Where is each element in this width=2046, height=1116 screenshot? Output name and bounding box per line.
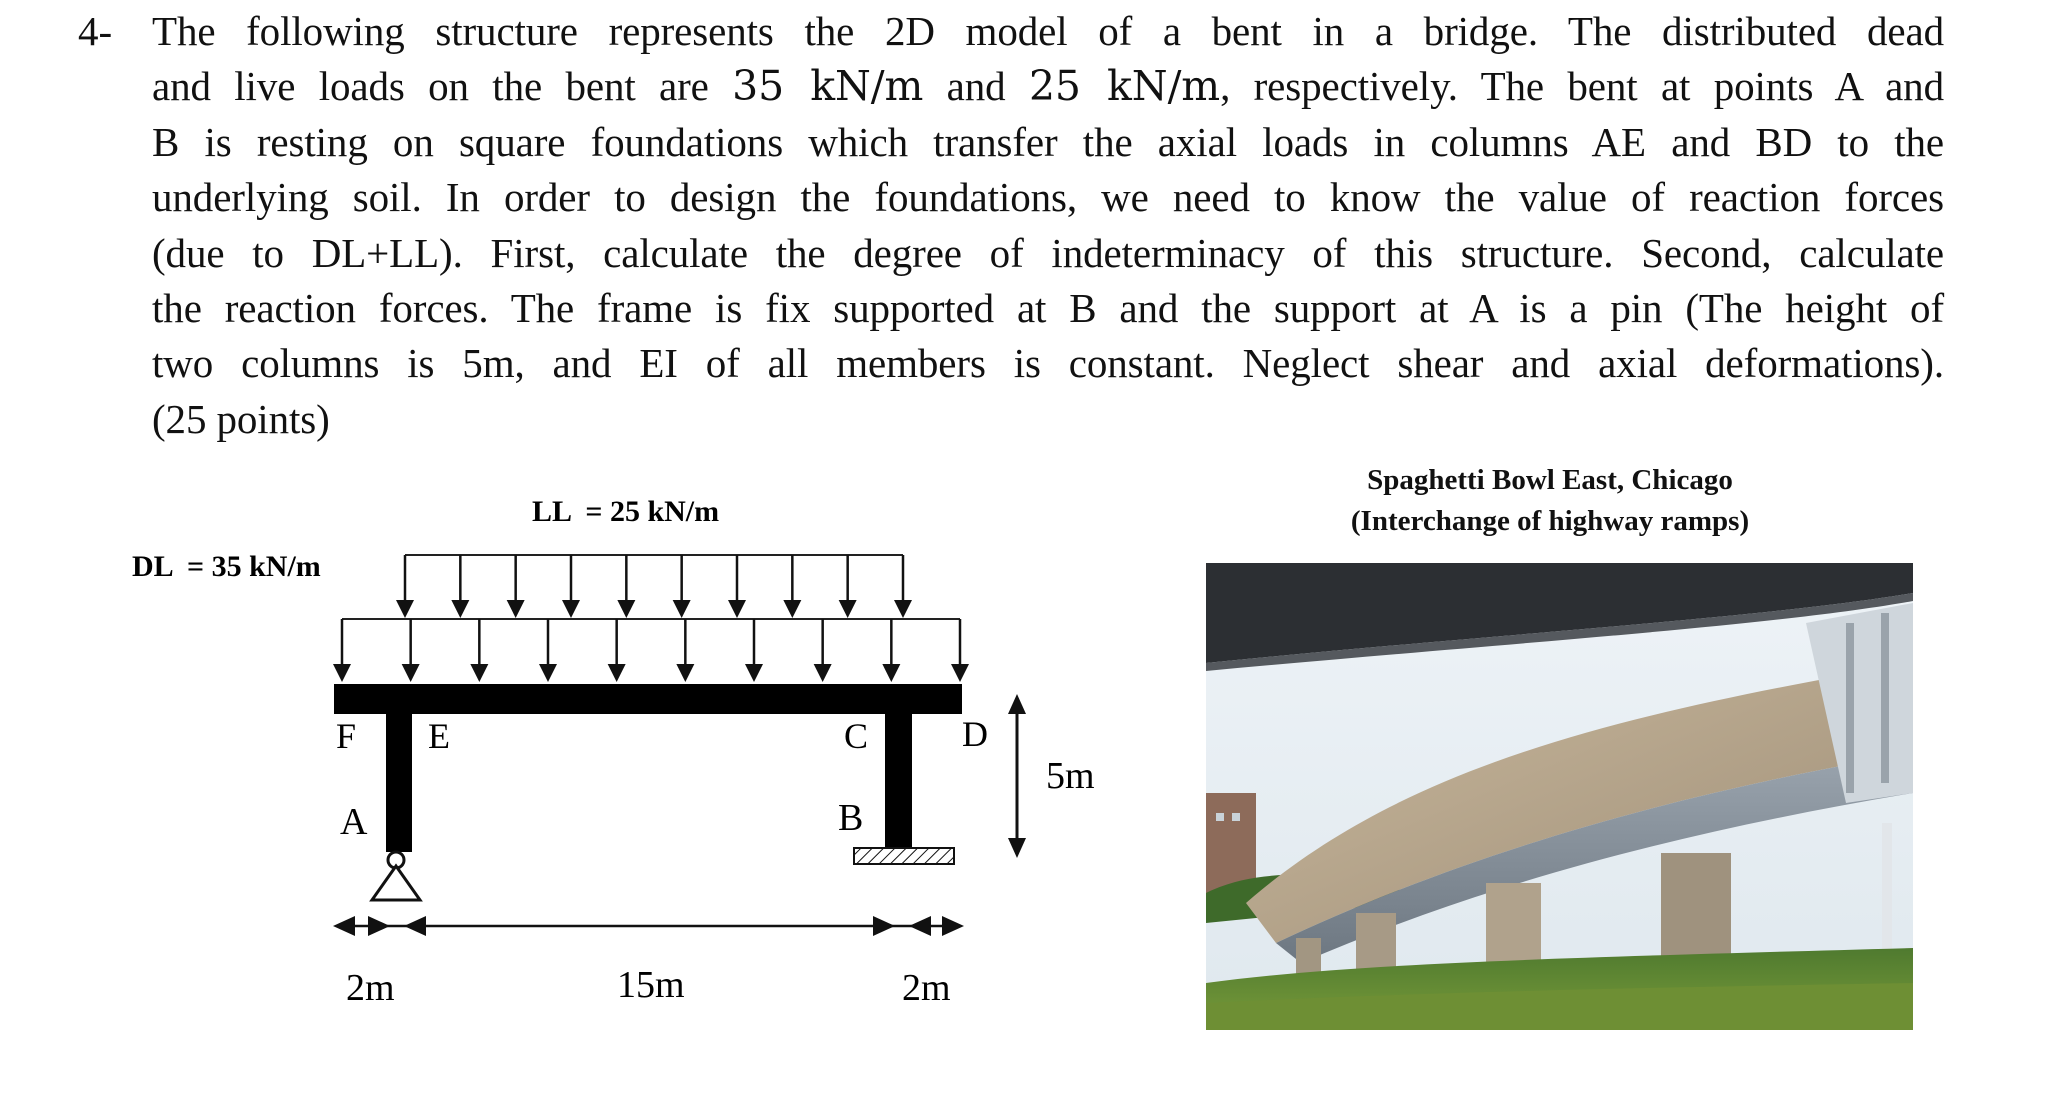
- live-load-arrow-head: [507, 600, 525, 618]
- problem-statement: [152, 4, 1944, 447]
- horizontal-dimensions: [333, 916, 964, 936]
- bent-beam: [334, 684, 962, 714]
- dead-load-label: DL = 35 kN/m: [132, 550, 321, 583]
- dead-load-arrow-head: [333, 664, 351, 682]
- bridge-photo: [1206, 563, 1913, 1030]
- problem-line-2-c: , respectively. The bent at points A and: [1220, 63, 1944, 110]
- column-ae: [386, 714, 412, 852]
- node-b-label: B: [838, 797, 864, 839]
- live-load-arrow-head: [894, 600, 912, 618]
- problem-line-5: (due to DL+LL). First, calculate the degree of indeterminacy of this structure. Second, calculate: [152, 229, 1944, 276]
- live-load-arrow-head: [783, 600, 801, 618]
- node-f-label: F: [336, 716, 357, 756]
- problem-line-2-a: and live loads on the bent are: [152, 63, 733, 110]
- height-dimension: [1008, 694, 1026, 858]
- live-load-value: 25 kN/m: [1028, 62, 1221, 111]
- dead-load-arrow-head: [882, 664, 900, 682]
- node-c-label: C: [844, 716, 869, 756]
- live-load-arrow-head: [396, 600, 414, 618]
- column-bc: [885, 714, 912, 848]
- pin-support-a: [372, 852, 420, 900]
- live-load-arrow-head: [617, 600, 635, 618]
- node-e-label: E: [428, 716, 450, 756]
- live-load-arrows: [396, 555, 912, 618]
- live-load-arrow-head: [562, 600, 580, 618]
- dimension-middle-label: 15m: [617, 964, 685, 1006]
- node-d-label: D: [962, 714, 988, 754]
- photo-caption: [1240, 460, 1860, 542]
- dead-load-arrow-head: [402, 664, 420, 682]
- problem-number: 4-: [78, 8, 113, 54]
- node-a-label: A: [340, 801, 368, 843]
- photo-caption-line-2: (Interchange of highway ramps): [1350, 505, 1750, 537]
- live-load-arrow-head: [673, 600, 691, 618]
- fixed-support-b: [854, 848, 954, 864]
- dead-load-arrows: [333, 619, 969, 682]
- problem-line-2-b: and: [923, 63, 1029, 110]
- problem-line-3: B is resting on square foundations which transfer the axial loads in columns AE and BD to the: [152, 118, 1944, 165]
- dead-load-value: 35 kN/m: [732, 62, 924, 111]
- dead-load-arrow-head: [608, 664, 626, 682]
- dead-load-arrow-head: [951, 664, 969, 682]
- dead-load-arrow-head: [676, 664, 694, 682]
- problem-line-1: The following structure represents the 2D model of a bent in a bridge. The distributed dead: [152, 8, 1944, 54]
- dimension-left-label: 2m: [346, 967, 395, 1009]
- live-load-arrow-head: [728, 600, 746, 618]
- problem-line-6: the reaction forces. The frame is fix supported at B and the support at A is a pin (The height of: [152, 284, 1944, 331]
- problem-line-2: [152, 59, 1944, 114]
- dimension-right-label: 2m: [902, 967, 951, 1009]
- photo-caption-line-1: Spaghetti Bowl East, Chicago: [1367, 464, 1733, 496]
- bridge-photo-image: [1206, 563, 1913, 1030]
- live-load-arrow-head: [839, 600, 857, 618]
- dead-load-arrow-head: [814, 664, 832, 682]
- dead-load-arrow-head: [539, 664, 557, 682]
- dead-load-arrow-head: [745, 664, 763, 682]
- problem-line-7: two columns is 5m, and EI of all members is constant. Neglect shear and axial deformations).: [152, 340, 1944, 387]
- live-load-arrow-head: [451, 600, 469, 618]
- live-load-label: LL = 25 kN/m: [532, 495, 720, 528]
- problem-line-8: (25 points): [152, 395, 330, 442]
- dead-load-arrow-head: [470, 664, 488, 682]
- height-label: 5m: [1046, 755, 1095, 797]
- problem-line-4: underlying soil. In order to design the foundations, we need to know the value of reaction forces: [152, 174, 1944, 221]
